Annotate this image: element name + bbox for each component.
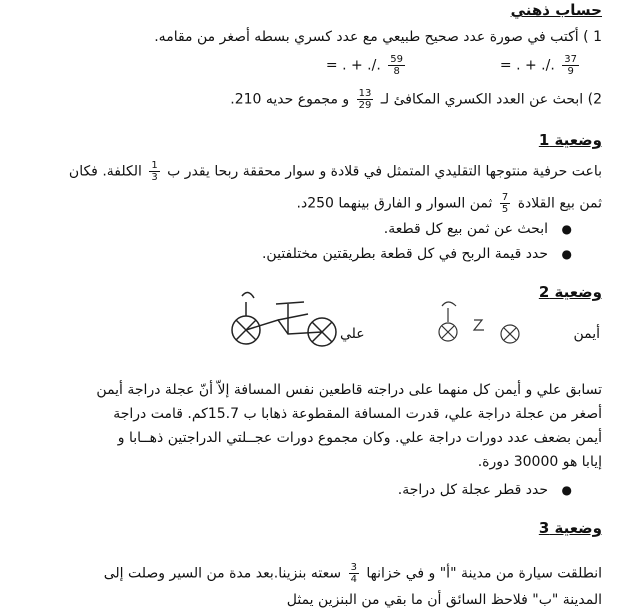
fraction-denominator: 8 [393, 66, 400, 77]
question-2-text-start: 2) ابحث عن العدد الكسري المكافئ لـ [380, 91, 602, 108]
question-1-number: 1 ) [583, 29, 602, 45]
bullet-icon: ● [561, 222, 572, 236]
fraction-numerator: 13 [358, 88, 372, 99]
fraction-37-9 [562, 54, 579, 77]
fraction-3-4 [349, 562, 359, 585]
fraction-numerator: 7 [501, 192, 509, 203]
question-1 [154, 27, 602, 47]
label-ali: علي [340, 326, 365, 342]
fraction-denominator: 29 [358, 100, 372, 111]
bicycle-ayman-sketch [430, 294, 520, 354]
situation-1-bullet-2: حدد قيمة الربح في كل قطعة بطريقتين مختلفتين. [261, 246, 548, 262]
situation-2-title: وضعية 2 [538, 283, 602, 301]
fraction-numerator: 37 [564, 54, 577, 65]
situation-3-line-2: المدينة "ب" فلاحظ السائق أن ما بقي من البنزين يمثل [286, 592, 602, 608]
expression-b [326, 54, 408, 77]
line-text-start: انطلقت سيارة من مدينة "أ" و في خزانها [366, 565, 602, 582]
fraction-denominator: 9 [567, 66, 574, 77]
fraction-numerator: 3 [350, 562, 357, 573]
fraction-7-5 [500, 192, 510, 215]
fraction-59-8 [388, 54, 405, 77]
label-ayman: أيمن [573, 326, 600, 342]
fraction-numerator: 59 [390, 54, 403, 65]
line-text-end: الكلفة. فكان [68, 163, 142, 180]
situation-2-line-2: أصغر من عجلة دراجة علي، قدرت المسافة المقطوعة ذهابا ب 15.7كم. قامت دراجة [113, 406, 602, 422]
situation-2-line-3: أيمن بضعف عدد دورات دراجة علي. وكان مجموع دورات عجــلتي الدراجتين ذهــابا و [117, 430, 602, 446]
fraction-denominator: 3 [151, 172, 158, 183]
bullet-icon: ● [561, 483, 572, 497]
bullet-icon: ● [561, 247, 572, 261]
expression-b-tail: = . + ./. [325, 57, 381, 74]
situation-1-title: وضعية 1 [538, 131, 602, 149]
fraction-1-3 [149, 160, 159, 183]
question-1-text: أكتب في صورة عدد صحيح طبيعي مع عدد كسري بسطه أصغر من مقامه. [154, 29, 579, 45]
bicycle-ali-sketch [228, 284, 348, 364]
fraction-13-29 [357, 88, 374, 111]
question-2-text-end: و مجموع حديه 210. [230, 91, 350, 108]
expression-a [500, 54, 582, 77]
fraction-denominator: 4 [350, 574, 357, 585]
situation-1-bullet-1: ابحث عن ثمن بيع كل قطعة. [383, 221, 548, 237]
expression-a-tail: = . + ./. [499, 57, 555, 74]
situation-1-line-2 [297, 192, 602, 215]
line-text-start: ثمن بيع القلادة [517, 195, 602, 212]
fraction-denominator: 5 [501, 204, 509, 215]
situation-2-line-4: إيابا هو 30000 دورة. [477, 454, 602, 470]
situation-2-bullet: حدد قطر عجلة كل دراجة. [397, 482, 548, 498]
mental-math-title: حساب ذهني [510, 1, 602, 19]
fraction-numerator: 1 [151, 160, 158, 171]
situation-1-line-1 [69, 160, 602, 183]
situation-3-title: وضعية 3 [538, 519, 602, 537]
situation-3-line-1 [104, 562, 602, 585]
line-text-start: باعت حرفية منتوجها التقليدي المتمثل في قلادة و سوار محققة ربحا يقدر ب [167, 163, 602, 180]
line-text-end: سعته بنزينا.بعد مدة من السير وصلت إلى [103, 565, 342, 582]
line-text-end: ثمن السوار و الفارق بينهما 250د. [296, 195, 493, 212]
question-2 [230, 88, 602, 111]
situation-2-line-1: تسابق علي و أيمن كل منهما على دراجته قاطعين نفس المسافة إلاّ أنّ عجلة دراجة أيمن [96, 382, 602, 398]
